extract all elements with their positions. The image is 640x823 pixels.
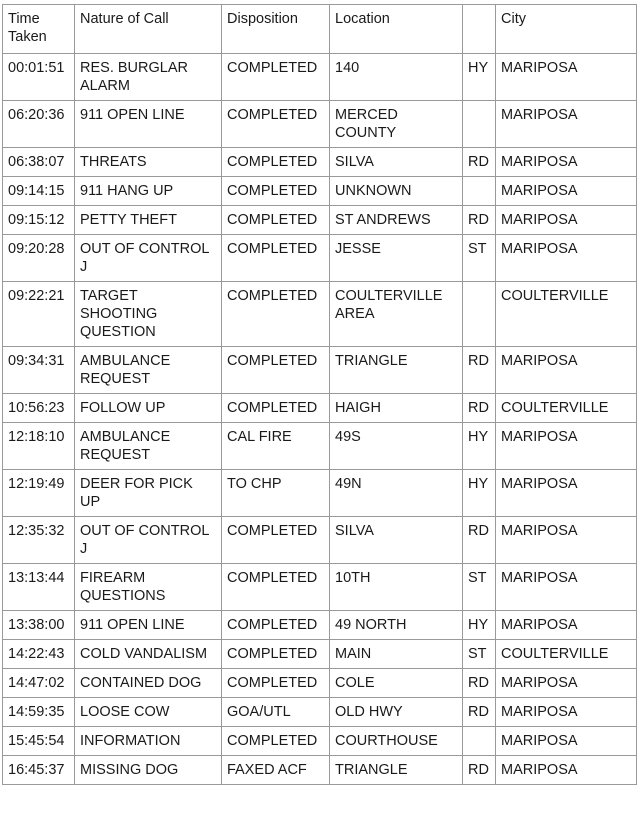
cell-location: 10TH: [330, 564, 463, 611]
cell-location: TRIANGLE: [330, 347, 463, 394]
cell-street-suffix: RD: [463, 206, 496, 235]
cell-nature-of-call: OUT OF CONTROL J: [75, 517, 222, 564]
table-row: [3, 394, 637, 423]
table-row: [3, 611, 637, 640]
table-row: [3, 347, 637, 394]
cell-location: TRIANGLE: [330, 756, 463, 785]
cell-city: MARIPOSA: [496, 347, 637, 394]
cell-location: 49 NORTH: [330, 611, 463, 640]
cell-nature-of-call: AMBULANCE REQUEST: [75, 423, 222, 470]
cell-location: UNKNOWN: [330, 177, 463, 206]
cell-location: 49N: [330, 470, 463, 517]
cell-disposition: COMPLETED: [222, 235, 330, 282]
header-disposition: Disposition: [222, 5, 330, 54]
cell-location: COLE: [330, 669, 463, 698]
cell-street-suffix: ST: [463, 640, 496, 669]
cell-location: SILVA: [330, 517, 463, 564]
cell-time-taken: 12:35:32: [3, 517, 75, 564]
cell-time-taken: 14:22:43: [3, 640, 75, 669]
cell-time-taken: 12:18:10: [3, 423, 75, 470]
cell-street-suffix: RD: [463, 698, 496, 727]
table-row: [3, 470, 637, 517]
cell-nature-of-call: DEER FOR PICK UP: [75, 470, 222, 517]
cell-city: MARIPOSA: [496, 54, 637, 101]
cell-street-suffix: HY: [463, 423, 496, 470]
cell-nature-of-call: LOOSE COW: [75, 698, 222, 727]
table-row: [3, 101, 637, 148]
cell-street-suffix: [463, 727, 496, 756]
table-row: [3, 54, 637, 101]
cell-city: COULTERVILLE: [496, 394, 637, 423]
cell-disposition: COMPLETED: [222, 640, 330, 669]
cell-time-taken: 14:59:35: [3, 698, 75, 727]
cell-nature-of-call: 911 HANG UP: [75, 177, 222, 206]
cell-time-taken: 09:14:15: [3, 177, 75, 206]
cell-nature-of-call: FIREARM QUESTIONS: [75, 564, 222, 611]
cell-city: MARIPOSA: [496, 423, 637, 470]
table-row: [3, 756, 637, 785]
header-nature-of-call: Nature of Call: [75, 5, 222, 54]
cell-disposition: GOA/UTL: [222, 698, 330, 727]
cell-time-taken: 06:38:07: [3, 148, 75, 177]
cell-disposition: FAXED ACF: [222, 756, 330, 785]
header-city: City: [496, 5, 637, 54]
table-row: [3, 564, 637, 611]
cell-street-suffix: [463, 282, 496, 347]
cell-city: MARIPOSA: [496, 177, 637, 206]
table-row: [3, 423, 637, 470]
cell-location: SILVA: [330, 148, 463, 177]
cell-time-taken: 09:15:12: [3, 206, 75, 235]
cell-city: MARIPOSA: [496, 698, 637, 727]
cell-disposition: COMPLETED: [222, 517, 330, 564]
cell-city: COULTERVILLE: [496, 640, 637, 669]
header-street-suffix: [463, 5, 496, 54]
header-time-taken: Time Taken: [3, 5, 75, 54]
cell-time-taken: 16:45:37: [3, 756, 75, 785]
call-log-table: [2, 4, 637, 785]
cell-city: MARIPOSA: [496, 206, 637, 235]
cell-street-suffix: RD: [463, 669, 496, 698]
table-header-row: [3, 5, 637, 54]
cell-street-suffix: [463, 177, 496, 206]
cell-city: COULTERVILLE: [496, 282, 637, 347]
cell-street-suffix: HY: [463, 54, 496, 101]
cell-disposition: COMPLETED: [222, 669, 330, 698]
cell-time-taken: 15:45:54: [3, 727, 75, 756]
cell-street-suffix: [463, 101, 496, 148]
cell-location: OLD HWY: [330, 698, 463, 727]
cell-disposition: COMPLETED: [222, 727, 330, 756]
cell-nature-of-call: 911 OPEN LINE: [75, 101, 222, 148]
cell-street-suffix: HY: [463, 611, 496, 640]
cell-disposition: COMPLETED: [222, 101, 330, 148]
cell-nature-of-call: AMBULANCE REQUEST: [75, 347, 222, 394]
cell-street-suffix: HY: [463, 470, 496, 517]
cell-time-taken: 09:20:28: [3, 235, 75, 282]
cell-street-suffix: RD: [463, 756, 496, 785]
cell-nature-of-call: 911 OPEN LINE: [75, 611, 222, 640]
cell-location: 140: [330, 54, 463, 101]
table-row: [3, 177, 637, 206]
table-row: [3, 148, 637, 177]
cell-time-taken: 10:56:23: [3, 394, 75, 423]
table-row: [3, 669, 637, 698]
cell-nature-of-call: OUT OF CONTROL J: [75, 235, 222, 282]
cell-location: COULTERVILLE AREA: [330, 282, 463, 347]
cell-nature-of-call: MISSING DOG: [75, 756, 222, 785]
table-row: [3, 517, 637, 564]
cell-nature-of-call: CONTAINED DOG: [75, 669, 222, 698]
cell-city: MARIPOSA: [496, 611, 637, 640]
cell-location: ST ANDREWS: [330, 206, 463, 235]
cell-location: 49S: [330, 423, 463, 470]
cell-city: MARIPOSA: [496, 517, 637, 564]
cell-street-suffix: ST: [463, 564, 496, 611]
cell-location: COURTHOUSE: [330, 727, 463, 756]
call-log-table-container: [2, 4, 637, 785]
table-row: [3, 698, 637, 727]
cell-time-taken: 09:34:31: [3, 347, 75, 394]
table-row: [3, 727, 637, 756]
table-row: [3, 206, 637, 235]
cell-city: MARIPOSA: [496, 235, 637, 282]
cell-nature-of-call: RES. BURGLAR ALARM: [75, 54, 222, 101]
cell-city: MARIPOSA: [496, 564, 637, 611]
table-row: [3, 640, 637, 669]
cell-nature-of-call: PETTY THEFT: [75, 206, 222, 235]
cell-city: MARIPOSA: [496, 756, 637, 785]
cell-city: MARIPOSA: [496, 727, 637, 756]
cell-time-taken: 14:47:02: [3, 669, 75, 698]
cell-nature-of-call: THREATS: [75, 148, 222, 177]
table-row: [3, 235, 637, 282]
cell-street-suffix: ST: [463, 235, 496, 282]
cell-street-suffix: RD: [463, 148, 496, 177]
cell-time-taken: 13:38:00: [3, 611, 75, 640]
table-row: [3, 282, 637, 347]
cell-disposition: COMPLETED: [222, 206, 330, 235]
cell-time-taken: 06:20:36: [3, 101, 75, 148]
cell-disposition: COMPLETED: [222, 347, 330, 394]
cell-street-suffix: RD: [463, 347, 496, 394]
cell-disposition: COMPLETED: [222, 394, 330, 423]
cell-disposition: COMPLETED: [222, 177, 330, 206]
cell-disposition: TO CHP: [222, 470, 330, 517]
cell-location: JESSE: [330, 235, 463, 282]
cell-nature-of-call: FOLLOW UP: [75, 394, 222, 423]
cell-time-taken: 09:22:21: [3, 282, 75, 347]
cell-city: MARIPOSA: [496, 148, 637, 177]
cell-location: HAIGH: [330, 394, 463, 423]
cell-disposition: COMPLETED: [222, 611, 330, 640]
cell-city: MARIPOSA: [496, 101, 637, 148]
cell-time-taken: 12:19:49: [3, 470, 75, 517]
cell-nature-of-call: TARGET SHOOTING QUESTION: [75, 282, 222, 347]
cell-city: MARIPOSA: [496, 470, 637, 517]
cell-disposition: COMPLETED: [222, 148, 330, 177]
cell-street-suffix: RD: [463, 517, 496, 564]
cell-location: MERCED COUNTY: [330, 101, 463, 148]
cell-nature-of-call: INFORMATION: [75, 727, 222, 756]
cell-street-suffix: RD: [463, 394, 496, 423]
cell-disposition: COMPLETED: [222, 54, 330, 101]
cell-time-taken: 00:01:51: [3, 54, 75, 101]
cell-disposition: COMPLETED: [222, 282, 330, 347]
cell-time-taken: 13:13:44: [3, 564, 75, 611]
table-body: [3, 54, 637, 785]
cell-disposition: CAL FIRE: [222, 423, 330, 470]
cell-city: MARIPOSA: [496, 669, 637, 698]
cell-nature-of-call: COLD VANDALISM: [75, 640, 222, 669]
cell-disposition: COMPLETED: [222, 564, 330, 611]
header-location: Location: [330, 5, 463, 54]
cell-location: MAIN: [330, 640, 463, 669]
